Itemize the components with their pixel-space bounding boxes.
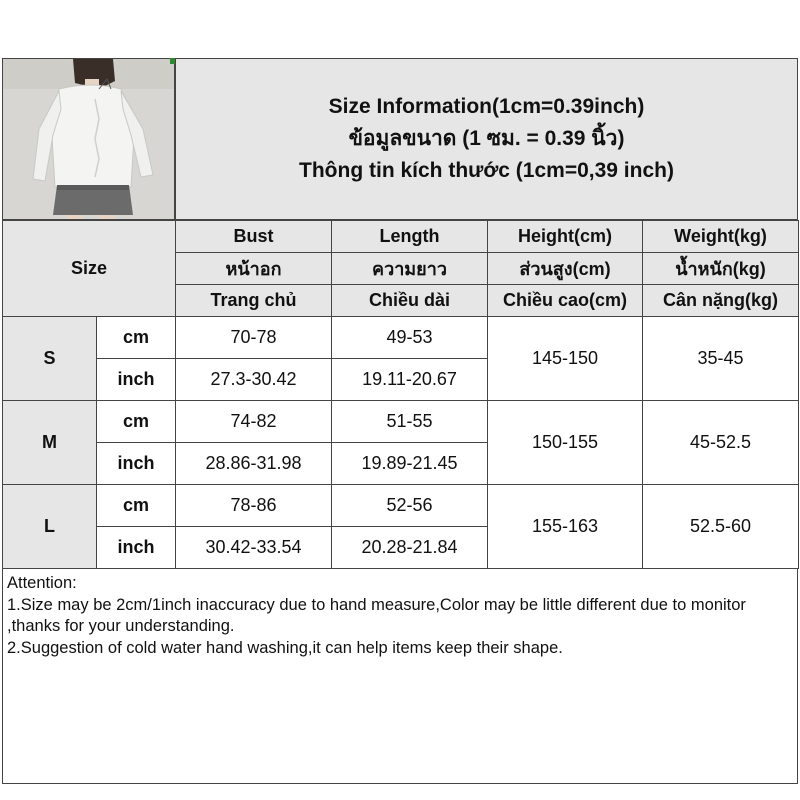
notes-heading: Attention: (7, 574, 77, 592)
height-value: 145-150 (488, 317, 643, 401)
col-bust-th: หน้าอก (176, 253, 332, 285)
weight-value: 45-52.5 (643, 401, 799, 485)
length-inch: 19.11-20.67 (332, 359, 488, 401)
table-header-row-en (3, 221, 799, 253)
title-thai: ข้อมูลขนาด (1 ซม. = 0.39 นิ้ว) (348, 127, 625, 150)
length-inch: 19.89-21.45 (332, 443, 488, 485)
size-label-l: L (3, 485, 97, 569)
weight-value: 52.5-60 (643, 485, 799, 569)
table-row (3, 317, 799, 359)
unit-cm: cm (97, 485, 176, 527)
unit-inch: inch (97, 443, 176, 485)
title-english: Size Information(1cm=0.39inch) (328, 95, 645, 118)
note-line-2: 2.Suggestion of cold water hand washing,it can help items keep their shape. (7, 638, 563, 657)
attention-notes (2, 568, 798, 784)
col-length-vi: Chiều dài (332, 285, 488, 317)
height-value: 150-155 (488, 401, 643, 485)
size-label-m: M (3, 401, 97, 485)
length-cm: 52-56 (332, 485, 488, 527)
bust-cm: 70-78 (176, 317, 332, 359)
bust-inch: 30.42-33.54 (176, 527, 332, 569)
unit-inch: inch (97, 359, 176, 401)
unit-cm: cm (97, 317, 176, 359)
length-inch: 20.28-21.84 (332, 527, 488, 569)
model-illustration (3, 59, 174, 219)
bust-cm: 78-86 (176, 485, 332, 527)
col-height-th: ส่วนสูง(cm) (488, 253, 643, 285)
col-bust-vi: Trang chủ (176, 285, 332, 317)
col-weight-vi: Cân nặng(kg) (643, 285, 799, 317)
size-info-header (175, 58, 798, 220)
col-height-en: Height(cm) (488, 221, 643, 253)
weight-value: 35-45 (643, 317, 799, 401)
length-cm: 51-55 (332, 401, 488, 443)
size-label-s: S (3, 317, 97, 401)
title-vietnamese: Thông tin kích thước (1cm=0,39 inch) (299, 159, 674, 182)
bust-inch: 27.3-30.42 (176, 359, 332, 401)
col-bust-en: Bust (176, 221, 332, 253)
note-line-1: 1.Size may be 2cm/1inch inaccuracy due to hand measure,Color may be little different due to monitor ,thanks for your understanding. (7, 595, 746, 635)
table-row (3, 485, 799, 527)
col-height-vi: Chiều cao(cm) (488, 285, 643, 317)
col-weight-th: น้ำหนัก(kg) (643, 253, 799, 285)
bust-cm: 74-82 (176, 401, 332, 443)
table-row (3, 401, 799, 443)
size-header: Size (3, 221, 176, 317)
length-cm: 49-53 (332, 317, 488, 359)
bust-inch: 28.86-31.98 (176, 443, 332, 485)
size-table (2, 220, 799, 569)
col-length-en: Length (332, 221, 488, 253)
height-value: 155-163 (488, 485, 643, 569)
col-weight-en: Weight(kg) (643, 221, 799, 253)
col-length-th: ความยาว (332, 253, 488, 285)
unit-inch: inch (97, 527, 176, 569)
unit-cm: cm (97, 401, 176, 443)
product-photo (2, 58, 175, 220)
